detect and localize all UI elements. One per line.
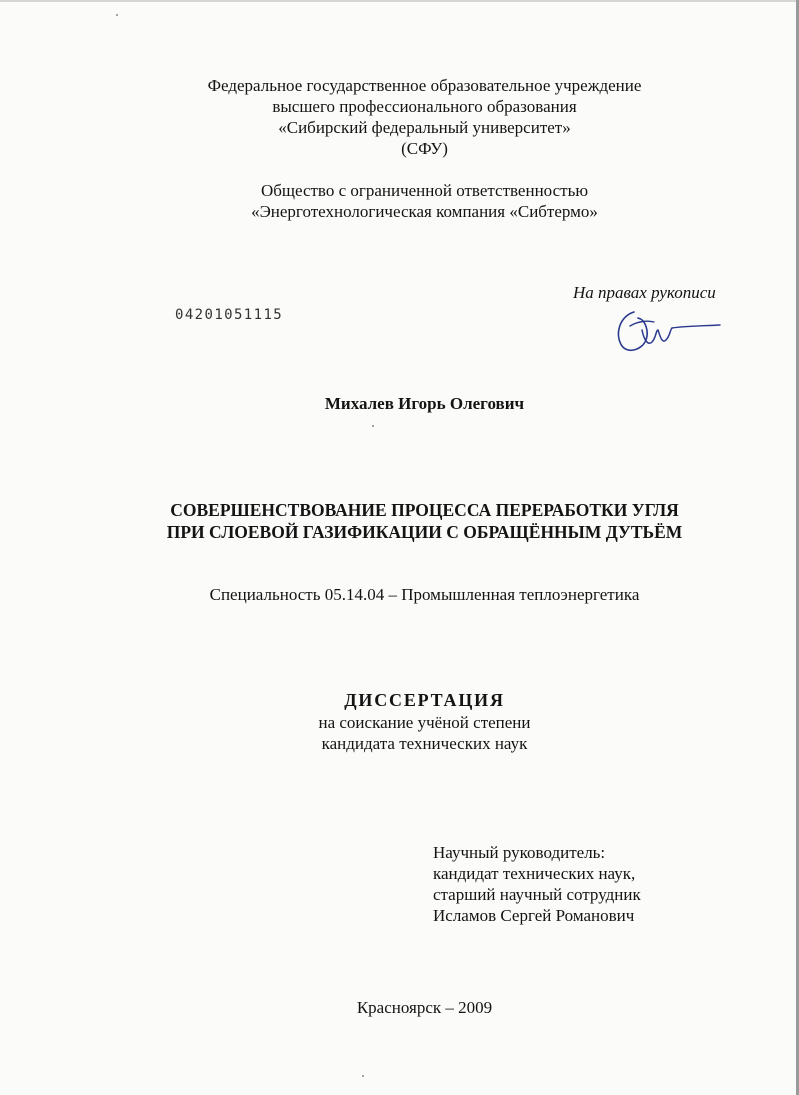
scan-edge-top xyxy=(0,0,799,2)
supervisor-line: Научный руководитель: xyxy=(433,843,606,862)
scan-speck xyxy=(372,425,374,427)
title-line: ПРИ СЛОЕВОЙ ГАЗИФИКАЦИИ С ОБРАЩЁННЫМ ДУТЬЁМ xyxy=(166,522,683,542)
manuscript-note: На правах рукописи xyxy=(573,283,716,302)
institution-line: высшего профессионального образования xyxy=(272,97,577,116)
document-type: ДИССЕРТАЦИЯ xyxy=(344,690,505,710)
company-block xyxy=(0,180,799,222)
scan-speck xyxy=(116,14,118,16)
author-name: Михалев Игорь Олегович xyxy=(324,394,525,413)
supervisor-line: старший научный сотрудник xyxy=(433,885,641,904)
institution-line: «Сибирский федеральный университет» xyxy=(278,118,571,137)
degree-block xyxy=(0,712,799,754)
degree-line: кандидата технических наук xyxy=(321,734,528,753)
company-line: Общество с ограниченной ответственностью xyxy=(260,181,589,200)
dissertation-title xyxy=(0,499,799,543)
supervisor-block xyxy=(433,842,641,926)
barcode-number: 04201051115 xyxy=(175,307,284,323)
company-line: «Энерготехнологическая компания «Сибтермо» xyxy=(251,202,598,221)
scan-speck xyxy=(362,1075,364,1077)
supervisor-line: Исламов Сергей Романович xyxy=(433,906,635,925)
institution-block xyxy=(0,75,799,159)
title-line: СОВЕРШЕНСТВОВАНИЕ ПРОЦЕССА ПЕРЕРАБОТКИ УГЛЯ xyxy=(170,500,679,520)
degree-line: на соискание учёной степени xyxy=(318,713,531,732)
handwritten-signature xyxy=(612,306,722,360)
institution-line: Федеральное государственное образовательное учреждение xyxy=(207,76,642,95)
supervisor-line: кандидат технических наук, xyxy=(433,864,636,883)
institution-line: (СФУ) xyxy=(401,139,448,158)
specialty: Специальность 05.14.04 – Промышленная теплоэнергетика xyxy=(209,585,640,604)
city-year: Красноярск – 2009 xyxy=(356,998,493,1017)
